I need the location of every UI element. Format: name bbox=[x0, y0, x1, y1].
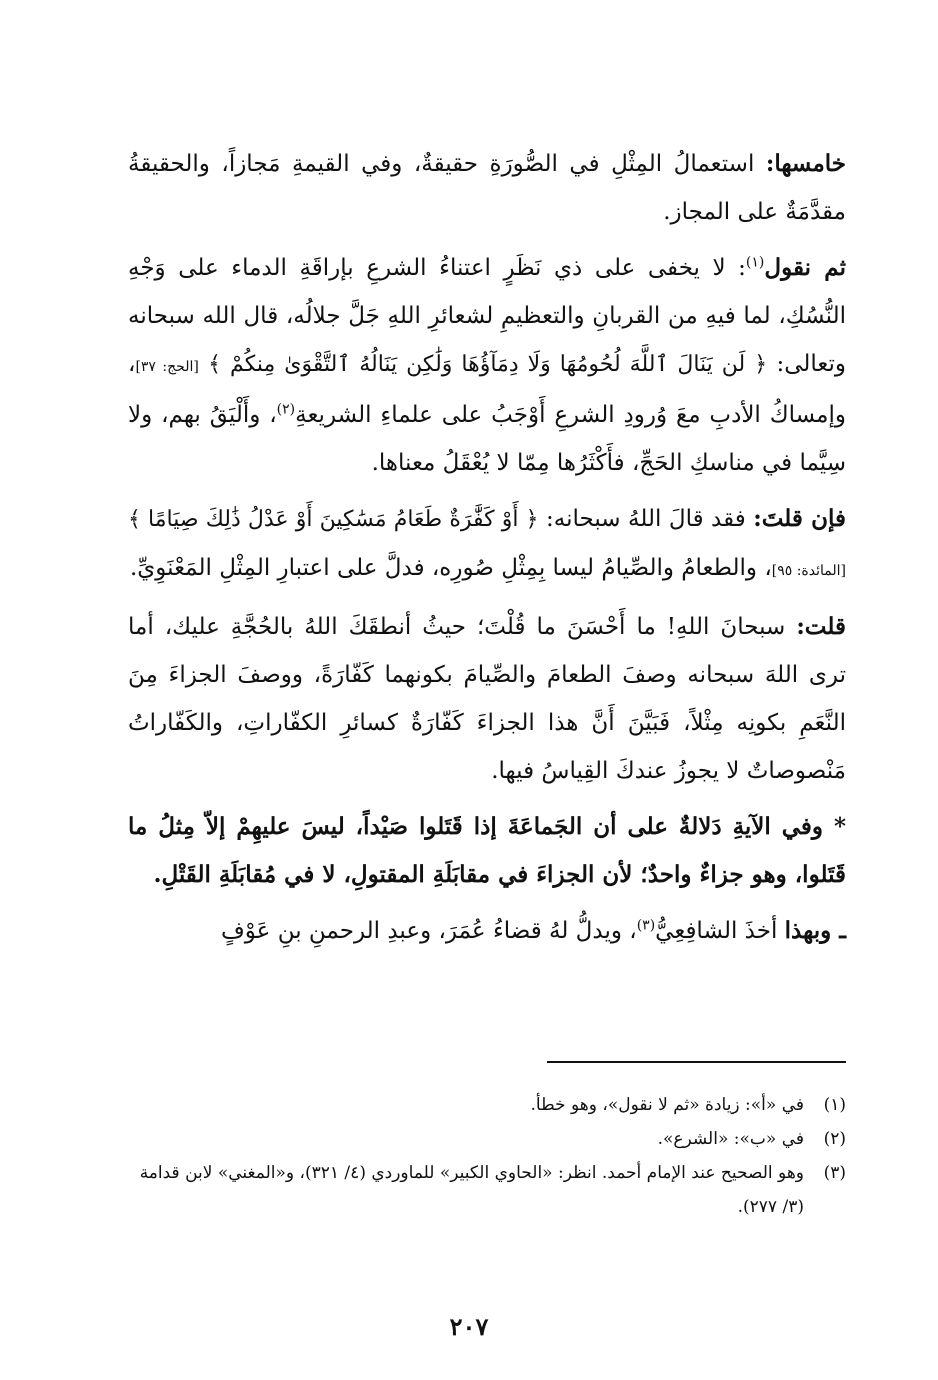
paragraph-lead: ـ وبهذا bbox=[784, 917, 846, 944]
footnote-item bbox=[128, 1122, 846, 1156]
paragraph-text: ، ويدلُّ لهُ قضاءُ عُمَرَ، وعبدِ الرحمنِ بنِ عَوْفٍ bbox=[220, 918, 637, 944]
footnote-divider bbox=[547, 1061, 846, 1063]
footnotes bbox=[128, 1088, 846, 1224]
paragraph-text: سبحانَ اللهِ! ما أَحْسَنَ ما قُلْتَ؛ حيثُ أنطقَكَ اللهُ بالحُجَّةِ عليك، أما ترى اللهَ سبحانه وصفَ الطعامَ والصِّيامَ بكونهما كَفّارَةً، ووصفَ الجزاءَ مِنَ النَّعَمِ بكونِه مِثْلاً، فَبَيَّنَ أَنَّ هذا الجزاءَ كَفّارَةٌ كسائرِ الكفّاراتِ، والكَفّاراتُ مَنْصوصاتٌ لا يجوزُ عندكَ القِياسُ فيها. bbox=[128, 614, 846, 784]
paragraph-1 bbox=[128, 140, 846, 236]
footnote-marker[interactable]: (٣) bbox=[636, 917, 656, 934]
paragraph-text: استعمالُ المِثْلِ في الصُّورَةِ حقيقةٌ، وفي القيمةِ مَجازاً، والحقيقةُ مقدَّمَةٌ على المجاز. bbox=[128, 151, 846, 225]
paragraph-text: ، وإمساكُ الأدبِ معَ وُرودِ الشرعِ أَوْجَبُ على علماءِ الشريعةِ bbox=[128, 351, 847, 428]
paragraph-6 bbox=[128, 907, 846, 955]
footnote-text: وهو الصحيح عند الإمام أحمد. انظر: «الحاوي الكبير» للماوردي (٤/ ٣٢١)، و«المغني» لابن قدامة (٣/ ٢٧٧). bbox=[139, 1163, 804, 1217]
verse-reference: [الحج: ٣٧] bbox=[135, 359, 199, 375]
paragraph-2 bbox=[128, 244, 846, 487]
paragraph-text: ، وأَلْيَقُ بهم، ولا سِيَّما في مناسكِ الحَجِّ، فأَكْثَرُها مِمّا لا يُعْقَلُ معناها. bbox=[128, 402, 846, 476]
paragraph-text: أخذَ الشافِعِيُّ bbox=[655, 918, 785, 944]
quran-verse: ﴿ لَن يَنَالَ ٱللَّهَ لُحُومُهَا وَلَا دِمَآؤُهَا وَلَٰكِن يَنَالُهُ ٱلتَّقْوَىٰ مِنكُمْ ﴾ bbox=[208, 352, 768, 377]
paragraph-text: * وفي الآيةِ دَلالةٌ على أن الجَماعَةَ إذا قَتَلوا صَيْداً، ليسَ عليهِمْ إلاّ مِثلُ ما قَتَلوا، وهو جزاءٌ واحدٌ؛ لأن الجزاءَ في مقابَلَةِ المقتولِ، لا في مُقابَلَةِ القَتْلِ. bbox=[128, 813, 846, 888]
paragraph-4 bbox=[128, 603, 846, 795]
paragraph-text: ، والطعامُ والصِّيامُ ليسا بِمِثْلِ صُورِه، فدلَّ على اعتبارِ المِثْلِ المَعْنَوِيِّ. bbox=[129, 555, 772, 581]
footnote-number: (١) bbox=[823, 1095, 846, 1115]
main-text bbox=[128, 140, 846, 963]
paragraph-lead: قلت: bbox=[796, 613, 846, 640]
footnote-item bbox=[128, 1156, 846, 1224]
verse-reference: [المائدة: ٩٥] bbox=[771, 563, 846, 579]
footnote-number: (٣) bbox=[823, 1163, 846, 1183]
footnote-item bbox=[128, 1088, 846, 1122]
paragraph-lead: ثم نقول bbox=[764, 254, 846, 281]
footnote-marker[interactable]: (١) bbox=[745, 254, 765, 271]
paragraph-5 bbox=[128, 803, 846, 899]
paragraph-text: فقد قالَ اللهُ سبحانه: bbox=[538, 506, 754, 532]
footnote-marker[interactable]: (٢) bbox=[276, 401, 296, 418]
quran-verse: ﴿ أَوْ كَفَّٰرَةٌ طَعَامُ مَسَٰكِينَ أَوْ عَدْلُ ذَٰلِكَ صِيَامًا ﴾ bbox=[128, 507, 539, 532]
page-number: ٢٠٧ bbox=[449, 1312, 489, 1341]
paragraph-3 bbox=[128, 495, 846, 595]
footnote-text: في «ب»: «الشرع». bbox=[657, 1129, 804, 1149]
paragraph-text: : لا يخفى على ذي نَظَرٍ اعتناءُ الشرعِ بإراقَةِ الدماء على وَجْهِ النُّسُكِ، لما فيهِ من القربانِ والتعظيمِ لشعائرِ اللهِ جَلَّ جلالُه، قال الله سبحانه وتعالى: bbox=[128, 255, 847, 377]
footnote-number: (٢) bbox=[823, 1129, 846, 1149]
paragraph-lead: فإن قلتَ: bbox=[753, 505, 846, 532]
paragraph-lead: خامسها: bbox=[765, 150, 846, 177]
footnote-text: في «أ»: زيادة «ثم لا نقول»، وهو خطأ. bbox=[530, 1095, 804, 1115]
